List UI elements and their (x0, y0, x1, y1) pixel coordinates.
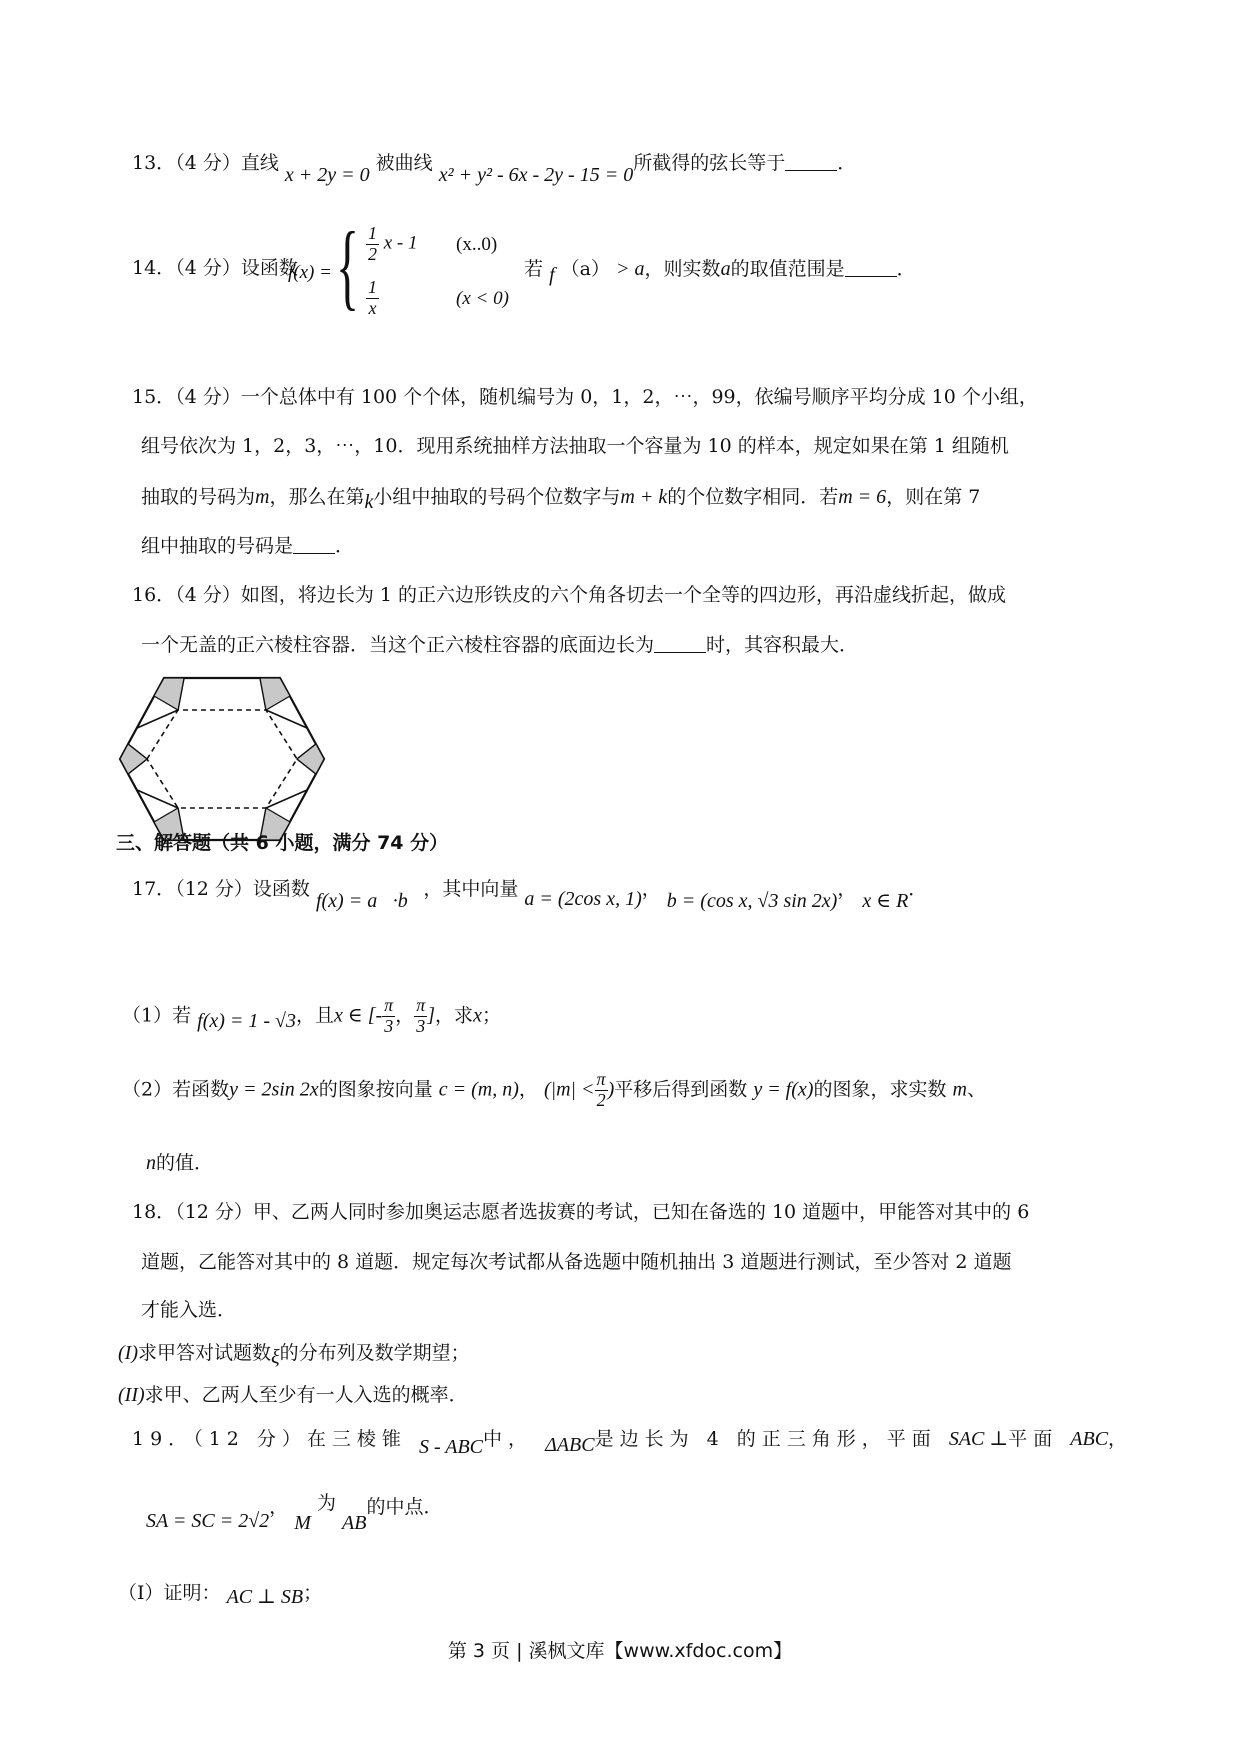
question-18-line-2: 道题，乙能答对其中的 8 道题．规定每次考试都从备选题中随机抽出 3 道题进行测试，至少答对 2 道题 (141, 1251, 1012, 1273)
question-19-line-2: SA = SC = 2√2， M 为 AB的中点． (146, 1492, 443, 1534)
question-18-part-1: (I)求甲答对试题数ξ的分布列及数学期望； (118, 1342, 470, 1368)
question-18-part-2: (II)求甲、乙两人至少有一人入选的概率． (118, 1384, 468, 1406)
question-15-line-4: 组中抽取的号码是 ． (141, 535, 355, 557)
answer-blank (654, 634, 706, 653)
equation: x + 2y = 0 (284, 164, 370, 186)
question-19-line-1: 19．（12 分）在三棱锥 S - ABC中， ΔABC是边长为 4 的正三角形，平面 SAC ⊥平面 ABC， (132, 1428, 1134, 1458)
question-16-line-1: 16．（4 分）如图，将边长为 1 的正六边形铁皮的六个角各切去一个全等的四边形，再沿虚线折起，做成 (132, 584, 1006, 606)
piecewise-brace: { (336, 212, 360, 319)
outer-hexagon (120, 678, 324, 840)
question-number: 15． (132, 386, 176, 408)
answer-blank (845, 258, 897, 277)
question-number: 18． (132, 1201, 176, 1223)
piece-1: $\frac{1}{2}$ x - 1 (368, 223, 418, 264)
answer-blank (785, 152, 837, 171)
question-17: 17．（12 分）设函数 f(x) = a⃗·b⃗，其中向量 a = (2cos x, 1)， b = (cos x, √3 sin 2x)， x ∈ R． (132, 878, 928, 912)
function-label: f(x) = (288, 262, 332, 283)
hexagon-figure (112, 668, 332, 850)
question-13: 13．（4 分）直线 x + 2y = 0 被曲线 x² + y² - 6x - 2y - 15 = 0所截得的弦长等于 ． (132, 152, 857, 186)
question-18-line-3: 才能入选． (141, 1299, 237, 1321)
answer-blank (293, 535, 335, 554)
question-14-tail: 若 f （a） > a，则实数a的取值范围是 ． (524, 258, 916, 286)
question-19-part-1: （Ⅰ）证明： AC ⊥ SB； (118, 1582, 323, 1608)
section-heading: 三、解答题（共 6 小题，满分 74 分） (116, 832, 449, 854)
question-16-line-2: 一个无盖的正六棱柱容器．当这个正六棱柱容器的底面边长为 时，其容积最大． (141, 634, 859, 656)
question-15-line-1: 15．（4 分）一个总体中有 100 个个体，随机编号为 0，1，2，⋯，99，依编号顺序平均分成 10 个小组， (132, 386, 1038, 408)
equation: x² + y² - 6x - 2y - 15 = 0 (438, 164, 634, 186)
inner-dashed-hexagon (147, 710, 297, 808)
question-17-part-2-cont: n的值． (146, 1152, 214, 1174)
question-17-part-1: （1）若 f(x) = 1 - √3，且x ∈ [- $\frac{\pi}{3}$ ， $\frac{\pi}{3}$ ]，求x； (122, 995, 501, 1036)
cut-corner (120, 744, 147, 774)
question-15-line-3: 抽取的号码为m，那么在第k小组中抽取的号码个位数字与m + k的个位数字相同．若m = 6，则在第 7 (141, 486, 981, 513)
question-number: 17． (132, 878, 176, 900)
cut-corner (154, 678, 184, 710)
cut-corner (297, 744, 324, 774)
fold-lines (128, 678, 316, 840)
piece-1-condition: (x..0) (456, 234, 498, 255)
question-number: 19． (132, 1428, 194, 1450)
question-number: 16． (132, 584, 176, 606)
question-15-line-2: 组号依次为 1，2，3，⋯，10．现用系统抽样方法抽取一个容量为 10 的样本，规定如果在第 1 组随机 (141, 435, 1009, 457)
piece-2-condition: (x < 0) (456, 288, 509, 309)
question-number: 14． (132, 257, 176, 279)
page-footer: 第 3 页 | 溪枫文库【www.xfdoc.com】 (447, 1640, 793, 1662)
question-14: 14．（4 分）设函数 (132, 257, 298, 279)
question-18-line-1: 18．（12 分）甲、乙两人同时参加奥运志愿者选拔赛的考试，已知在备选的 10 道题中，甲能答对其中的 6 (132, 1201, 1030, 1223)
piece-2: $\frac{1}{x}$ (368, 277, 377, 318)
question-number: 13． (132, 152, 176, 174)
question-17-part-2: （2）若函数y = 2sin 2x的图象按向量 c = (m, n)， (|m| < $\frac{\pi}{2}$ )平移后得到函数 y = f(x)的图象，求实数 m、 (122, 1069, 986, 1110)
cut-corner (260, 678, 290, 710)
